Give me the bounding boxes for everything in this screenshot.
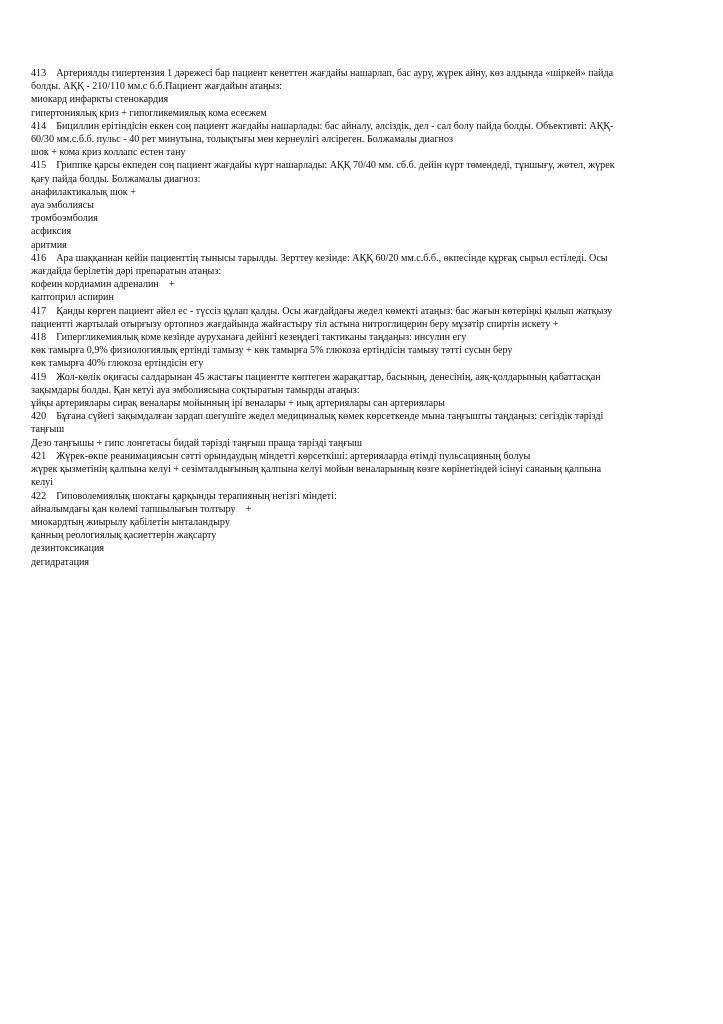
q416-answer-line-1: кофеин кордиамин адреналин + — [31, 279, 175, 291]
q413-answer-line-1: миокард инфаркты стенокардия — [31, 94, 169, 106]
q418-answer-line-2: көк тамырға 40% глюкоза ертіндісін егу — [31, 358, 204, 370]
q416-line-1: 416 Ара шаққаннан кейін пациенттің тынысы тарылды. Зерттеу кезінде: АҚҚ 60/20 мм.с.б.б., өкпесінде құрғақ сырыл естіледі. Осы — [31, 252, 608, 264]
q419-answer-line: ұйқы артериялары сирақ веналары мойынның ірі веналары + иық артериялары сан артериялары — [31, 398, 445, 410]
q418-line-1: 418 Гипергликемиялық коме кезінде ауруханаға дейінгі кезеңдегі тактиканы таңдаңыз: инсулин егу — [31, 332, 467, 344]
q418-answer-line-1: көк тамырға 0,9% физиологиялық ертінді тамызу + көк тамырға 5% глюкоза ертіндісін тамызу тәтті сусын беру — [31, 345, 513, 357]
q419-line-1: 419 Жол-көлік оқиғасы салдарынан 45 жастағы пациентте көптеген жарақаттар, басының, денесінің, аяқ-қолдарының қабаттасқан — [31, 371, 601, 383]
q421-line-1: 421 Жүрек-өкпе реанимациясын сәтті орындаудың міндетті көрсеткіші: артерияларда өтімді пульсацияның болуы — [31, 450, 531, 462]
q417-answer-line: пациентті жартылай отырғызу ортопноэ жағдайында жайғастыру тіл астына нитроглицерин беру мұзәтір спиртін искету + — [31, 318, 559, 330]
q420-line-1: 420 Бұғана сүйегі зақымдалған зардап шегушіге жедел медициналық көмек көрсеткенде мына таңғышты таңдаңыз: сегіздік тәрізді — [31, 411, 604, 423]
q422-answer-1: айналымдағы қан көлемі тапшылығын толтыру + — [31, 503, 252, 515]
q422-answer-5: дегидратация — [31, 556, 90, 568]
q420-line-2: таңғыш — [31, 424, 65, 436]
q413-answer-line-2: гипертониялық криз + гипогликемиялық кома есеєжем — [31, 107, 267, 119]
q415-answer-2: ауа эмболиясы — [31, 200, 94, 212]
q415-answer-4: асфиксия — [31, 226, 72, 238]
q415-answer-1: анафилактикалық шок + — [31, 186, 136, 198]
q419-line-2: зақымдары болды. Қан кетуі ауа эмболиясына соқтыратын тамырды атаңыз: — [31, 384, 360, 396]
q414-line-1: 414 Бициллин ерітіндісін еккен соң пациент жағдайы нашарлады: бас айналу, әлсіздік, дел - сал болу пайда болды. Объективті: АҚҚ- — [31, 120, 614, 132]
q422-answer-2: миокардтың жиырылу қабілетін ынталандыру — [31, 516, 230, 528]
q421-answer-line-2: келуі — [31, 477, 54, 489]
q414-answer-line: шок + кома криз коллапс естен тану — [31, 147, 186, 159]
q413-line-1: 413 Артериялды гипертензия 1 дәрежесі бар пациент кенеттен жағдайы нашарлап, бас ауру, жүрек айну, көз алдында «шіркей» пайда — [31, 68, 614, 79]
q414-line-2: 60/30 мм.с.б.б. пульс - 40 рет минутына, толықтығы мен кернеулігі әлсіреген. Болжамалы диагноз — [31, 134, 453, 146]
q413-line-2: болды. АҚҚ - 210/110 мм.с б.б.Пациент жағдайын атаңыз: — [31, 81, 282, 93]
q422-line-1: 422 Гиповолемиялық шоктағы қарқынды терапияның негізгі міндеті: — [31, 490, 337, 502]
q415-answer-5: аритмия — [31, 239, 67, 251]
q416-answer-line-2: каптоприл аспирин — [31, 292, 114, 304]
q417-line-1: 417 Қанды көрген пациент әйел ес - түссіз құлап қалды. Осы жағдайдағы жедел көмекті атаңыз: бас жағын көтеріңкі қылып жатқызу — [31, 305, 613, 317]
q415-line-1: 415 Гриппке қарсы екпеден соң пациент жағдайы күрт нашарлады: АҚҚ 70/40 мм. сб.б. дейін күрт төмендеді, тұншығу, жөтел, жүрек — [31, 160, 615, 172]
q415-line-2: қағу пайда болды. Болжамалы диагноз: — [31, 173, 201, 185]
q421-answer-line-1: жүрек қызметінің қалпына келуі + сезімталдығының қалпына келуі мойын веналарының көзге көрінетіндей ісінуі сананың қалпына — [31, 464, 602, 476]
q415-answer-3: тромбоэмболия — [31, 213, 98, 225]
q422-answer-4: дезинтоксикация — [31, 543, 105, 555]
q422-answer-3: қанның реологиялық қасиеттерін жақсарту — [31, 530, 217, 542]
document-page — [31, 67, 676, 569]
q416-line-2: жағдайда берілетін дәрі препаратын атаңыз: — [31, 266, 222, 278]
q420-answer-line: Дезо таңғышы + гипс лонгетасы бидай тәрізді таңғыш праща тәрізді таңғыш — [31, 437, 363, 449]
